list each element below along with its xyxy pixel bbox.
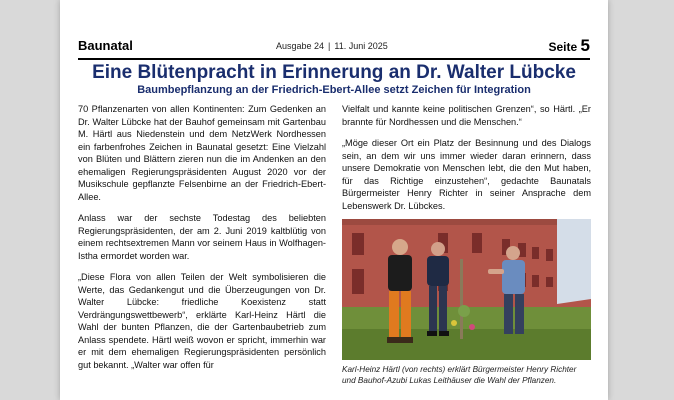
header-rule — [78, 58, 590, 60]
paragraph: 70 Pflanzenarten von allen Kontinenten: Zum Gedenken an Dr. Walter Lübcke hat der Bauhof gemeinsam mit Gartenbau M. Härtl aus Niedenstein und dem NetzWerk Nordhessen ein farbenfrohes Zeichen in Baunatal gesetzt: Eine Vielzahl von Blüten und Blättern zieren nun die im Andenken an den ehemaligen Regierungspräsidenten August 2020 vor der Musikschule gepflanzte Felsenbirne an der Friedrich-Ebert-Allee. — [78, 104, 326, 202]
photo-illustration — [342, 219, 591, 360]
paragraph: „Möge dieser Ort ein Platz der Besinnung und des Dialogs sein, an dem wir uns immer wieder daran erinnern, dass unsere Demokratie von Menschen lebt, die den Mut haben, für das Richtige einzustehen“, gedachte Baunatals Bürgermeister Henry Richter in seiner Ansprache dem Lebenswerk Dr. Lübckes. — [342, 138, 591, 211]
issue-date: 11. Juni 2025 — [334, 41, 388, 51]
article-column-right — [342, 103, 591, 221]
paragraph: „Diese Flora von allen Teilen der Welt symbolisieren die Werte, das Gedankengut und die Überzeugungen von Dr. Walter Lübcke: friedliche Koexistenz statt Verdrängungswettbewerb“, erklärte Karl-Heinz Härtl die Wahl der bunten Pflanzen, die der Gartenbaubetrieb zum Anlass spendete. Härtl weiß wovon er spricht, immerhin war er mit dem ehemaligen Regierungspräsidenten persönlich gut bekannt. „Walter war offen für — [78, 272, 326, 370]
page-number — [549, 36, 591, 56]
page-label: Seite — [548, 40, 578, 54]
paragraph: Anlass war der sechste Todestag des beliebten Regierungspräsidenten, der am 2. Juni 2019 kaltblütig von einem rechtsextremen Mann vor seinem Haus in Wolfhagen-Istha ermordet worden war. — [78, 213, 326, 261]
article-photo — [342, 219, 591, 360]
article-subheadline: Baumbepflanzung an der Friedrich-Ebert-Allee setzt Zeichen für Integration — [137, 84, 531, 96]
issue-number: Ausgabe 24 — [276, 41, 325, 51]
paragraph: Vielfalt und kannte keine politischen Grenzen“, so Härtl. „Er brannte für Nordhessen und die Menschen.“ — [342, 104, 591, 127]
page-number-value: 5 — [580, 36, 590, 55]
page-header — [78, 38, 590, 56]
issue-info: Ausgabe 24 | 11. Juni 2025 — [276, 41, 388, 51]
article-column-left — [78, 103, 326, 380]
photo-caption: Karl-Heinz Härtl (von rechts) erklärt Bürgermeister Henry Richter und Bauhof-Azubi Lukas Leithäuser die Wahl der Pflanzen. — [342, 365, 577, 385]
section-name: Baunatal — [78, 38, 133, 53]
article-headline: Eine Blütenpracht in Erinnerung an Dr. Walter Lübcke — [92, 62, 576, 83]
newspaper-page — [60, 0, 608, 400]
